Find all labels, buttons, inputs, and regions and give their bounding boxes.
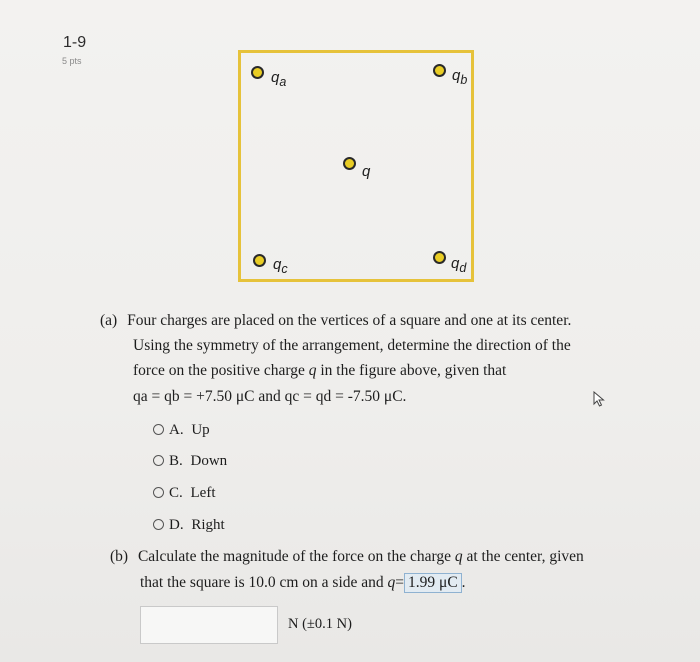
charge-qa-dot <box>251 66 264 79</box>
charge-qa-label: $q_a$ <box>271 69 287 89</box>
option-c[interactable]: C. Left <box>153 485 216 502</box>
part-a-line-3: force on the positive charge q in the figure above, given that <box>133 362 507 379</box>
radio-circle-icon[interactable] <box>153 487 164 498</box>
part-a-label: (a) <box>100 312 118 329</box>
force-answer-input[interactable] <box>140 606 278 644</box>
charge-q-label: q <box>362 163 371 180</box>
charge-value-highlight: 1.99 μC <box>404 573 462 593</box>
answer-unit: N (±0.1 N) <box>288 616 352 632</box>
part-b-line-1: (b) Calculate the magnitude of the force on the charge q at the center, given <box>110 548 584 565</box>
charge-qc-label: $q_c$ <box>273 256 288 276</box>
option-b[interactable]: B. Down <box>153 453 227 470</box>
question-number: 1-9 <box>63 34 87 51</box>
radio-circle-icon[interactable] <box>153 519 164 530</box>
option-d[interactable]: D. Right <box>153 517 225 534</box>
charge-q-dot <box>343 157 356 170</box>
charge-qc-dot <box>253 254 266 267</box>
radio-circle-icon[interactable] <box>153 424 164 435</box>
charge-qd-dot <box>433 251 446 264</box>
charge-qb-label: $q_b$ <box>452 67 468 87</box>
question-points: 5 pts <box>62 56 82 66</box>
part-b-line-2: that the square is 10.0 cm on a side and q= 1.99 μC . <box>140 574 466 591</box>
mouse-cursor-icon <box>593 391 607 407</box>
part-b-label: (b) <box>110 548 129 565</box>
charge-qb-dot <box>433 64 446 77</box>
radio-circle-icon[interactable] <box>153 455 164 466</box>
charge-qd-label: $q_d$ <box>451 255 467 275</box>
option-a[interactable]: A. Up <box>153 422 210 439</box>
part-a-line-2: Using the symmetry of the arrangement, determine the direction of the <box>133 337 571 354</box>
part-a-given-values: qa = qb = +7.50 μC and qc = qd = -7.50 μC. <box>133 388 407 405</box>
part-a-line-1: (a) Four charges are placed on the vertices of a square and one at its center. <box>100 312 572 329</box>
